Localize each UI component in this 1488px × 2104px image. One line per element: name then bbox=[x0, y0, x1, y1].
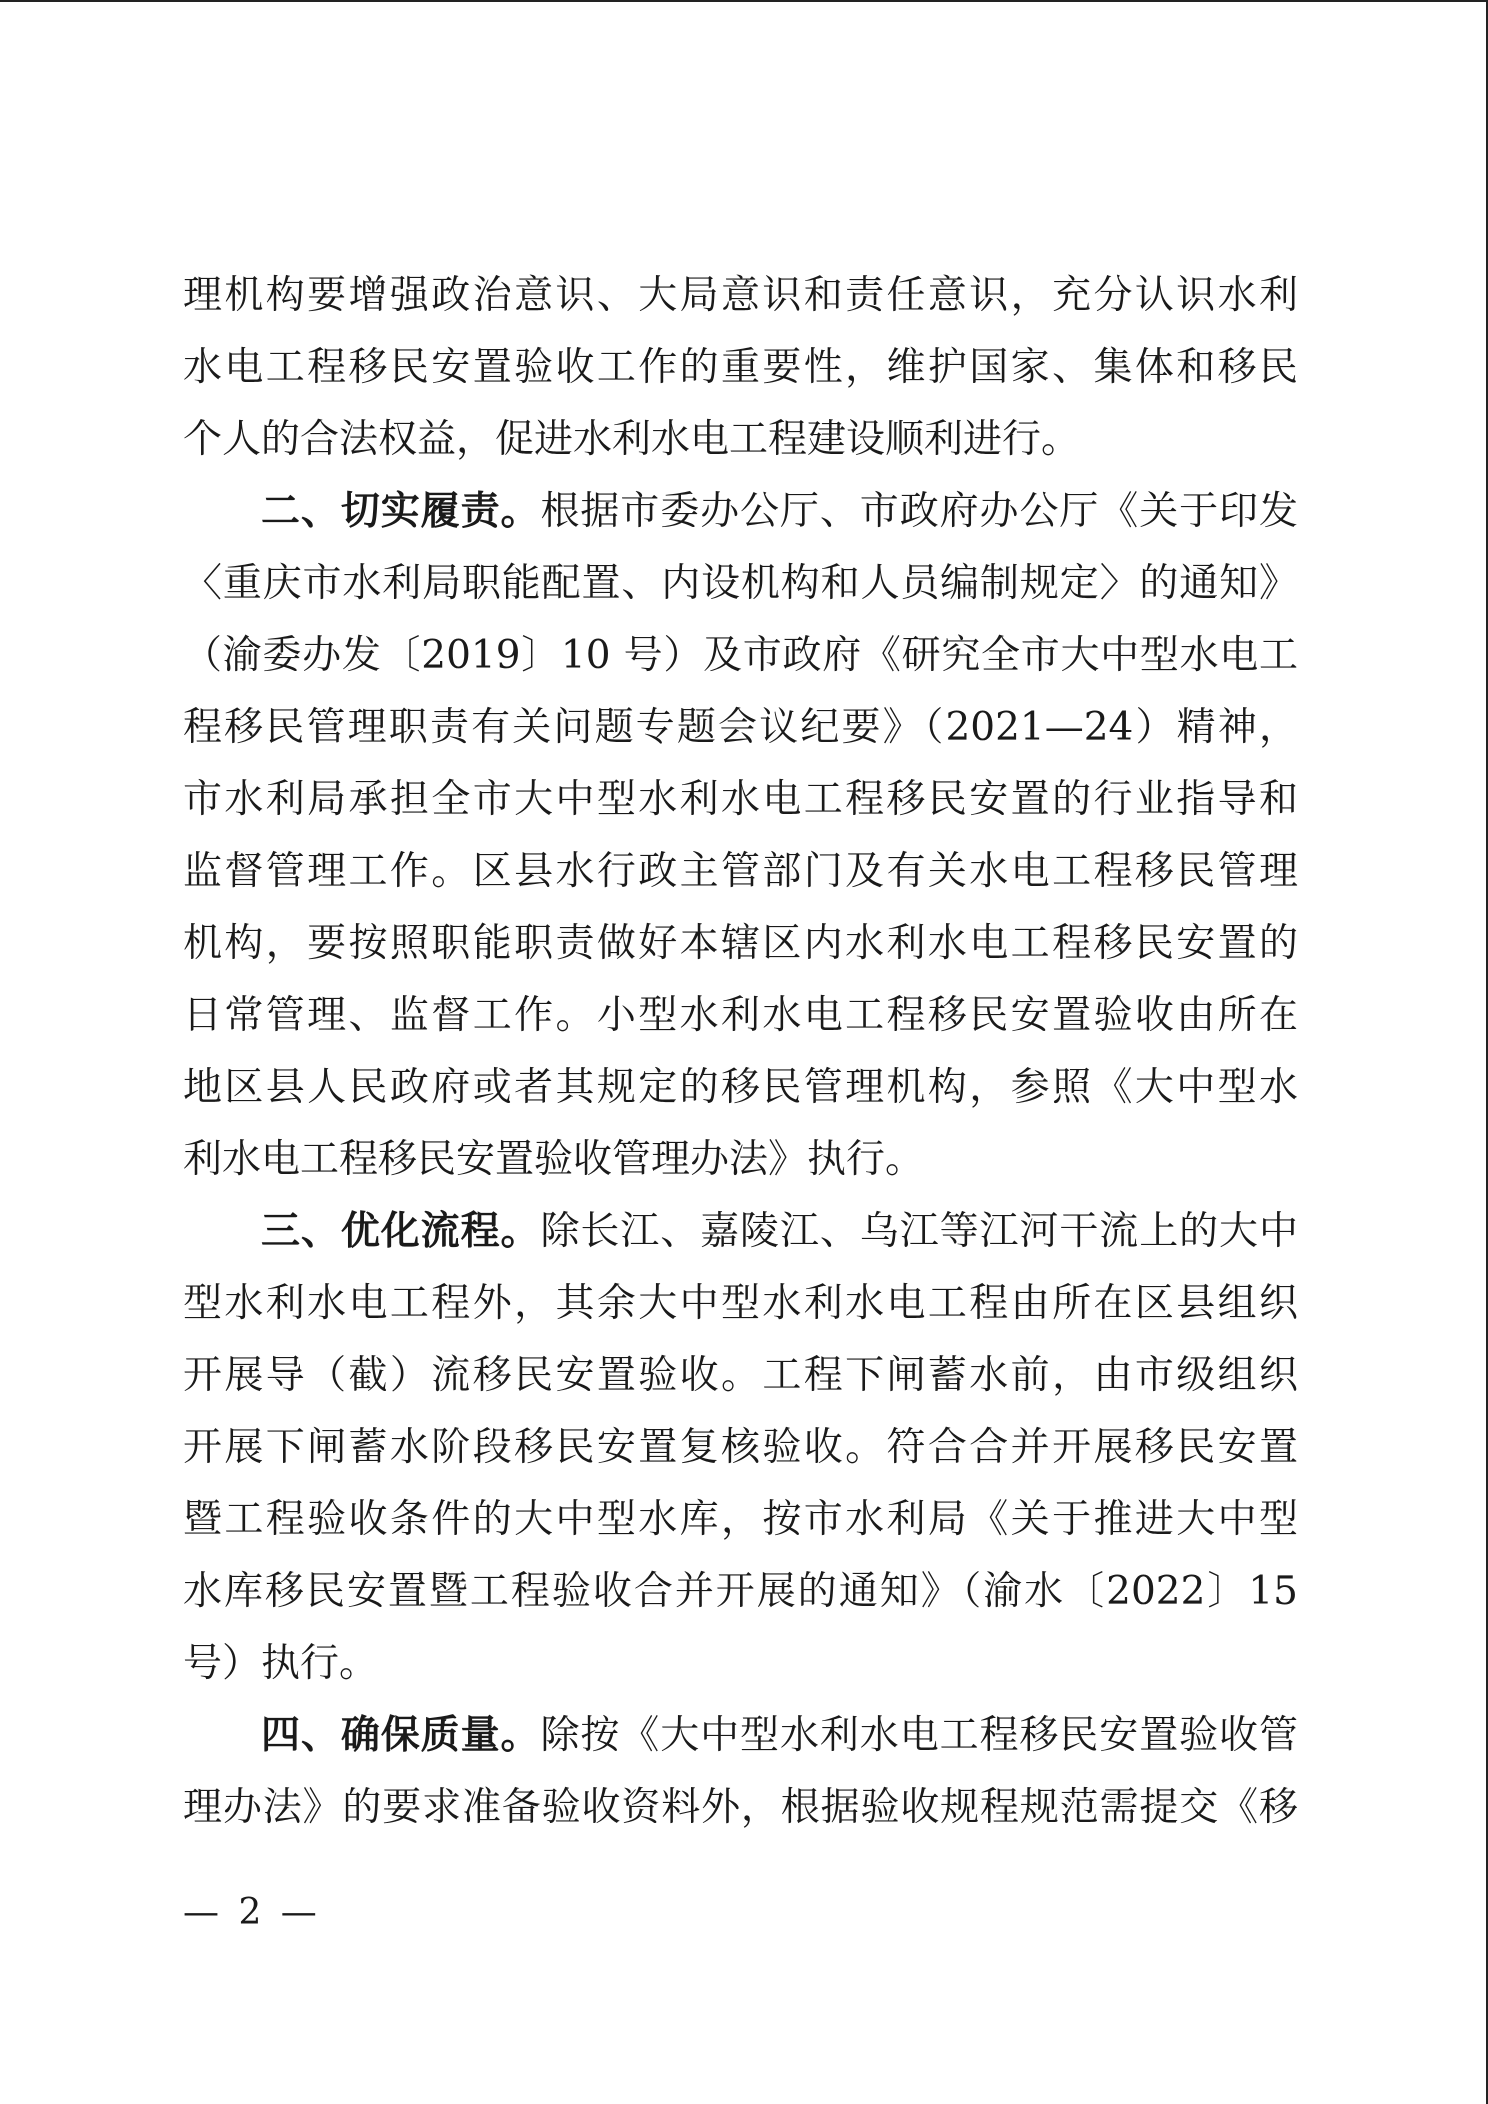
text-line: 型水利水电工程外，其余大中型水利水电工程由所在区县组织 bbox=[183, 1281, 1298, 1326]
text-line: 开展导（截）流移民安置验收。工程下闸蓄水前，由市级组织 bbox=[183, 1353, 1298, 1398]
text-line: 暨工程验收条件的大中型水库，按市水利局《关于推进大中型 bbox=[183, 1497, 1298, 1542]
paragraph-first-line bbox=[183, 476, 1298, 548]
text-line: 日常管理、监督工作。小型水利水电工程移民安置验收由所在 bbox=[183, 993, 1298, 1038]
text-line: 〈重庆市水利局职能配置、内设机构和人员编制规定〉的通知》 bbox=[183, 561, 1298, 606]
text-line: 地区县人民政府或者其规定的移民管理机构，参照《大中型水 bbox=[183, 1065, 1298, 1110]
text-line: 利水电工程移民安置验收管理办法》执行。 bbox=[183, 1137, 925, 1182]
text-line: 理机构要增强政治意识、大局意识和责任意识，充分认识水利 bbox=[183, 273, 1298, 318]
section-heading: 二、切实履责。 bbox=[261, 489, 541, 534]
text-run: 根据市委办公厅、市政府办公厅《关于印发 bbox=[540, 489, 1298, 534]
text-line: 机构，要按照职能职责做好本辖区内水利水电工程移民安置的 bbox=[183, 921, 1298, 966]
text-run: 除长江、嘉陵江、乌江等江河干流上的大中 bbox=[540, 1209, 1298, 1254]
text-line: 个人的合法权益，促进水利水电工程建设顺利进行。 bbox=[183, 417, 1081, 462]
text-run: 除按《大中型水利水电工程移民安置验收管 bbox=[540, 1713, 1298, 1758]
text-line: 理办法》的要求准备验收资料外，根据验收规程规范需提交《移 bbox=[183, 1785, 1298, 1830]
text-line: 水电工程移民安置验收工作的重要性，维护国家、集体和移民 bbox=[183, 345, 1298, 390]
text-line: 水库移民安置暨工程验收合并开展的通知》（渝水〔2022〕15 bbox=[183, 1569, 1298, 1614]
section-heading: 四、确保质量。 bbox=[261, 1713, 541, 1758]
paragraph-first-line bbox=[183, 1196, 1298, 1268]
text-line: 程移民管理职责有关问题专题会议纪要》（2021—24）精神， bbox=[183, 705, 1298, 750]
text-line: 市水利局承担全市大中型水利水电工程移民安置的行业指导和 bbox=[183, 777, 1298, 822]
text-line: 开展下闸蓄水阶段移民安置复核验收。符合合并开展移民安置 bbox=[183, 1425, 1298, 1470]
text-line: 号）执行。 bbox=[183, 1641, 379, 1686]
text-line: （渝委办发〔2019〕10 号）及市政府《研究全市大中型水电工 bbox=[183, 633, 1298, 678]
body-text bbox=[183, 260, 1298, 1844]
text-line: 监督管理工作。区县水行政主管部门及有关水电工程移民管理 bbox=[183, 849, 1298, 894]
page-number: — 2 — bbox=[183, 1892, 321, 1933]
section-heading: 三、优化流程。 bbox=[261, 1209, 541, 1254]
paragraph-first-line bbox=[183, 1700, 1298, 1772]
